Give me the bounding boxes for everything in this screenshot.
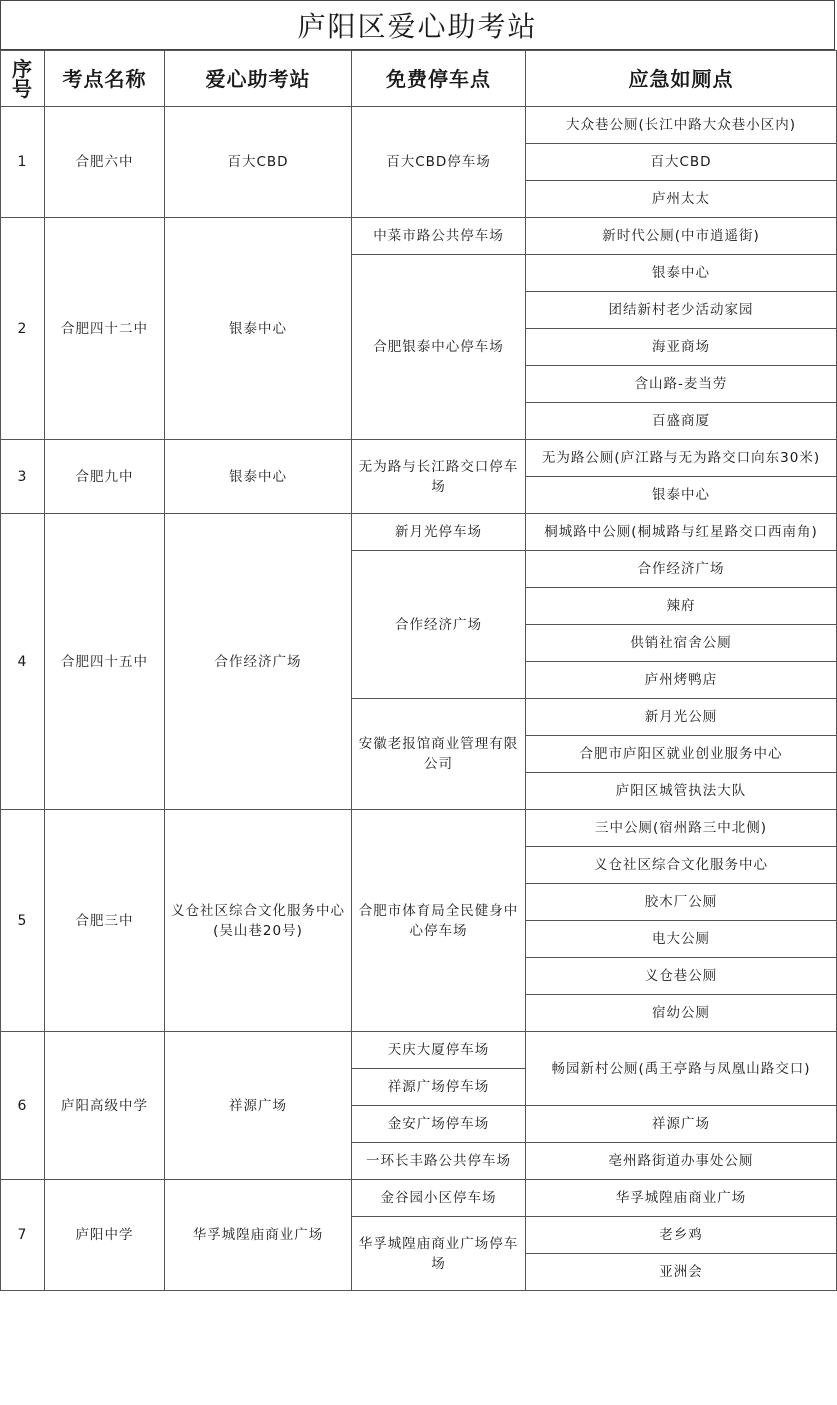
row-toilet: 庐阳区城管执法大队	[526, 773, 837, 810]
row-seq: 6	[1, 1032, 45, 1180]
row-toilet: 电大公厕	[526, 921, 837, 958]
row-school: 庐阳中学	[45, 1180, 165, 1291]
row-toilet: 大众巷公厕(长江中路大众巷小区内)	[526, 107, 837, 144]
row-toilet: 庐州烤鸭店	[526, 662, 837, 699]
row-seq: 3	[1, 440, 45, 514]
row-toilet: 新时代公厕(中市逍遥街)	[526, 218, 837, 255]
row-toilet: 亚洲会	[526, 1254, 837, 1291]
row-parking: 合肥银泰中心停车场	[352, 255, 526, 440]
row-toilet: 合作经济广场	[526, 551, 837, 588]
row-seq: 1	[1, 107, 45, 218]
row-toilet: 海亚商场	[526, 329, 837, 366]
row-school: 合肥四十二中	[45, 218, 165, 440]
row-school: 合肥四十五中	[45, 514, 165, 810]
row-station: 银泰中心	[165, 440, 352, 514]
row-station: 百大CBD	[165, 107, 352, 218]
row-parking: 祥源广场停车场	[352, 1069, 526, 1106]
row-school: 庐阳高级中学	[45, 1032, 165, 1180]
row-station: 祥源广场	[165, 1032, 352, 1180]
row-toilet: 老乡鸡	[526, 1217, 837, 1254]
row-parking: 新月光停车场	[352, 514, 526, 551]
row-parking: 百大CBD停车场	[352, 107, 526, 218]
row-school: 合肥三中	[45, 810, 165, 1032]
row-toilet: 银泰中心	[526, 255, 837, 292]
row-toilet: 桐城路中公厕(桐城路与红星路交口西南角)	[526, 514, 837, 551]
row-station: 合作经济广场	[165, 514, 352, 810]
row-toilet: 无为路公厕(庐江路与无为路交口向东30米)	[526, 440, 837, 477]
table-row	[1, 1032, 837, 1069]
row-parking: 天庆大厦停车场	[352, 1032, 526, 1069]
table-row	[1, 440, 837, 477]
table-row	[1, 810, 837, 847]
row-toilet: 合肥市庐阳区就业创业服务中心	[526, 736, 837, 773]
row-toilet: 供销社宿舍公厕	[526, 625, 837, 662]
header-row	[1, 51, 837, 107]
row-parking: 一环长丰路公共停车场	[352, 1143, 526, 1180]
row-toilet: 新月光公厕	[526, 699, 837, 736]
table-row	[1, 107, 837, 144]
header-station: 爱心助考站	[165, 51, 352, 107]
row-parking: 合肥市体育局全民健身中心停车场	[352, 810, 526, 1032]
row-seq: 7	[1, 1180, 45, 1291]
row-parking: 华孚城隍庙商业广场停车场	[352, 1217, 526, 1291]
row-toilet: 祥源广场	[526, 1106, 837, 1143]
header-seq: 序号	[1, 51, 45, 107]
row-seq: 5	[1, 810, 45, 1032]
row-toilet: 百大CBD	[526, 144, 837, 181]
row-seq: 4	[1, 514, 45, 810]
row-toilet: 亳州路街道办事处公厕	[526, 1143, 837, 1180]
row-toilet: 辣府	[526, 588, 837, 625]
row-parking: 金安广场停车场	[352, 1106, 526, 1143]
row-toilet: 宿幼公厕	[526, 995, 837, 1032]
row-toilet: 庐州太太	[526, 181, 837, 218]
row-parking: 金谷园小区停车场	[352, 1180, 526, 1217]
row-parking: 无为路与长江路交口停车场	[352, 440, 526, 514]
row-toilet: 胶木厂公厕	[526, 884, 837, 921]
row-toilet: 畅园新村公厕(禹王亭路与凤凰山路交口)	[526, 1032, 837, 1106]
row-toilet: 义仓巷公厕	[526, 958, 837, 995]
row-school: 合肥六中	[45, 107, 165, 218]
row-toilet: 银泰中心	[526, 477, 837, 514]
table-row	[1, 218, 837, 255]
row-school: 合肥九中	[45, 440, 165, 514]
header-toilet: 应急如厕点	[526, 51, 837, 107]
page-title: 庐阳区爱心助考站	[0, 0, 835, 50]
row-toilet: 三中公厕(宿州路三中北侧)	[526, 810, 837, 847]
header-parking: 免费停车点	[352, 51, 526, 107]
row-station: 义仓社区综合文化服务中心(吴山巷20号)	[165, 810, 352, 1032]
row-toilet: 含山路-麦当劳	[526, 366, 837, 403]
header-school: 考点名称	[45, 51, 165, 107]
row-parking: 合作经济广场	[352, 551, 526, 699]
row-station: 华孚城隍庙商业广场	[165, 1180, 352, 1291]
row-seq: 2	[1, 218, 45, 440]
row-parking: 安徽老报馆商业管理有限公司	[352, 699, 526, 810]
row-toilet: 义仓社区综合文化服务中心	[526, 847, 837, 884]
row-toilet: 团结新村老少活动家园	[526, 292, 837, 329]
row-toilet: 百盛商厦	[526, 403, 837, 440]
row-parking: 中菜市路公共停车场	[352, 218, 526, 255]
row-toilet: 华孚城隍庙商业广场	[526, 1180, 837, 1217]
row-station: 银泰中心	[165, 218, 352, 440]
exam-support-table	[0, 50, 837, 1291]
